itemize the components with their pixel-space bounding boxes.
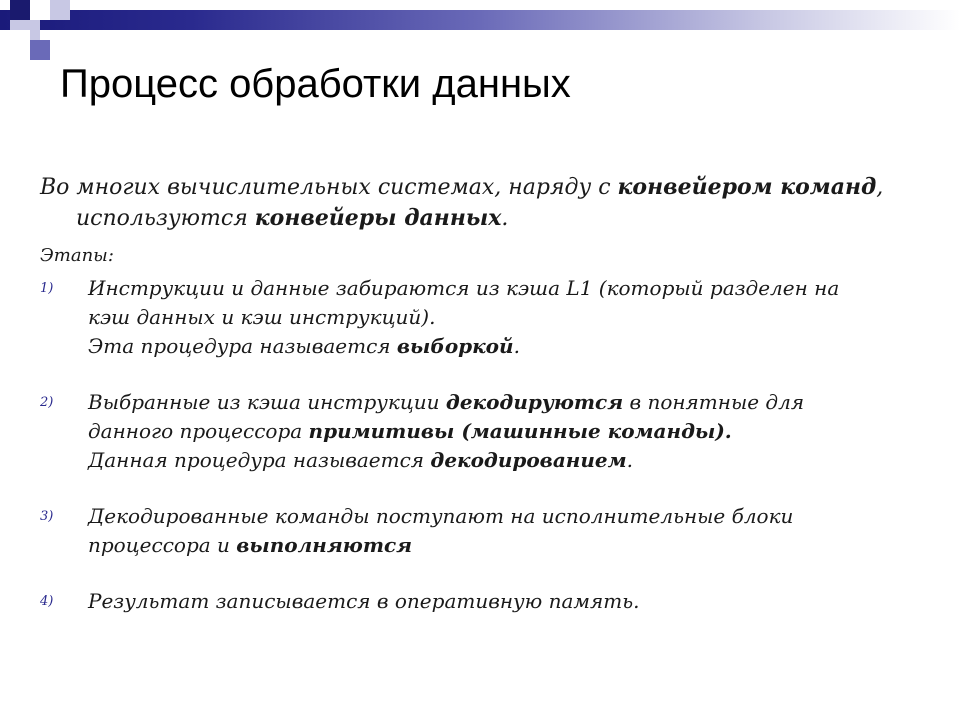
step-number: 1) <box>40 281 54 296</box>
step-number: 2) <box>40 395 54 410</box>
decor-square <box>30 40 50 60</box>
decor-square <box>30 20 40 40</box>
step-item <box>40 274 920 361</box>
step-item <box>40 587 920 616</box>
intro-bold-term: конвейером команд <box>617 174 877 200</box>
decor-square <box>50 0 70 20</box>
step-text: Результат записывается в оперативную память. <box>88 589 640 613</box>
step-number: 4) <box>40 594 54 609</box>
step-bold-term: выборкой <box>396 334 514 358</box>
step-item <box>40 502 920 560</box>
step-bold-term: примитивы (машинные команды). <box>308 419 732 443</box>
step-text-part: . <box>626 448 633 472</box>
step-text-part: в понятные для <box>623 390 805 414</box>
step-text <box>88 332 920 361</box>
intro-text: Во многих вычислительных системах, наряду с <box>40 175 618 200</box>
step-text-part: процессора и <box>88 533 237 557</box>
step-text <box>88 417 920 446</box>
step-text-part: Эта процедура называется <box>88 334 397 358</box>
intro-text: . <box>501 206 509 231</box>
step-text: Декодированные команды поступают на исполнительные блоки <box>88 504 794 528</box>
intro-bold-term: конвейеры данных <box>254 205 502 231</box>
step-bold-term: выполняются <box>236 533 413 557</box>
step-text <box>88 531 920 560</box>
intro-paragraph <box>40 172 920 234</box>
step-item <box>40 388 920 475</box>
step-text-part: Данная процедура называется <box>88 448 431 472</box>
step-text <box>88 446 920 475</box>
decor-square <box>0 30 30 50</box>
stages-label: Этапы: <box>40 245 114 266</box>
step-text-part: Выбранные из кэша инструкции <box>88 390 446 414</box>
decor-square <box>10 0 30 20</box>
slide-body <box>40 172 920 616</box>
step-text <box>88 388 920 417</box>
decor-square <box>10 20 30 30</box>
header-gradient-bar <box>0 10 960 30</box>
intro-text: , используются <box>76 175 884 231</box>
step-text: Инструкции и данные забираются из кэша L1 (который разделен на <box>88 276 840 300</box>
step-bold-term: декодированием <box>430 448 627 472</box>
step-text-part: данного процессора <box>88 419 309 443</box>
step-number: 3) <box>40 509 54 524</box>
decor-square <box>30 0 50 20</box>
step-text-part: . <box>513 334 520 358</box>
step-bold-term: декодируются <box>445 390 624 414</box>
slide-title: Процесс обработки данных <box>60 62 571 106</box>
step-text: кэш данных и кэш инструкций). <box>88 305 436 329</box>
